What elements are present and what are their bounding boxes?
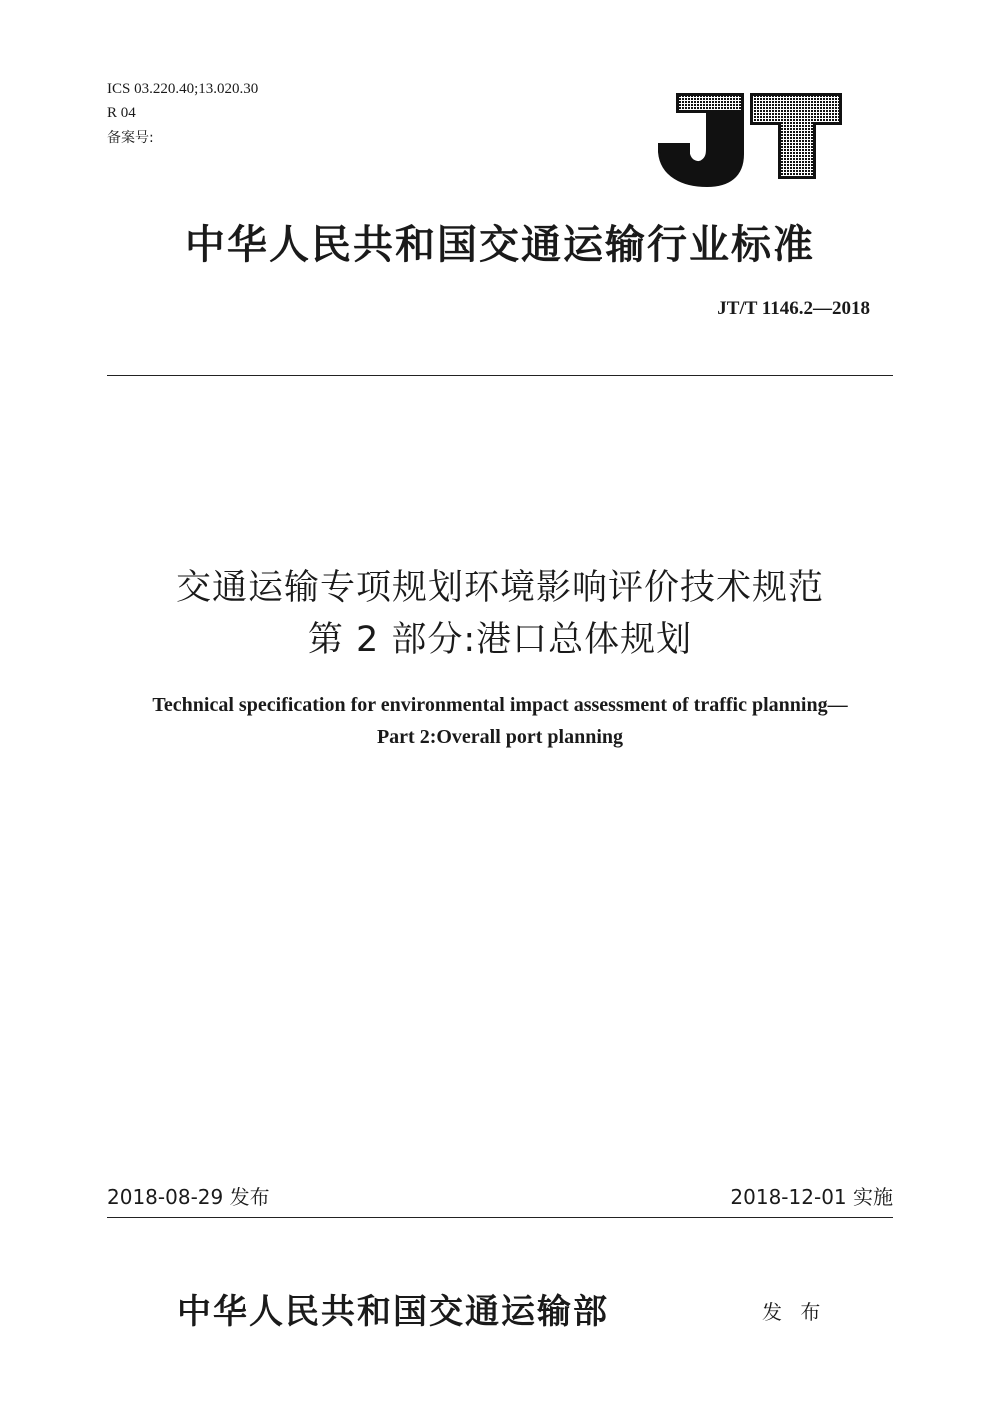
publish-label: 发 布 bbox=[762, 1300, 827, 1324]
title-en-line2: Part 2:Overall port planning bbox=[376, 726, 624, 748]
ics-code: ICS 03.220.40;13.020.30 bbox=[107, 81, 259, 97]
publisher-name: 中华人民共和国交通运输部 bbox=[177, 1292, 609, 1332]
issue-date: 2018-08-29 发布 bbox=[107, 1185, 270, 1209]
filing-number: 备案号: bbox=[107, 130, 154, 146]
jt-logo bbox=[655, 92, 845, 187]
top-divider bbox=[107, 375, 893, 376]
standard-title: 中华人民共和国交通运输行业标准 bbox=[185, 221, 815, 268]
effective-date: 2018-12-01 实施 bbox=[730, 1185, 893, 1209]
title-cn-line2: 第 2 部分:港口总体规划 bbox=[307, 620, 693, 660]
standard-code: JT/T 1146.2—2018 bbox=[717, 298, 870, 319]
bottom-divider bbox=[107, 1217, 893, 1218]
title-cn-line1: 交通运输专项规划环境影响评价技术规范 bbox=[175, 568, 824, 608]
title-en-line1: Technical specification for environmental impact assessment of traffic planning— bbox=[152, 694, 848, 716]
ccs-code: R 04 bbox=[107, 105, 136, 121]
